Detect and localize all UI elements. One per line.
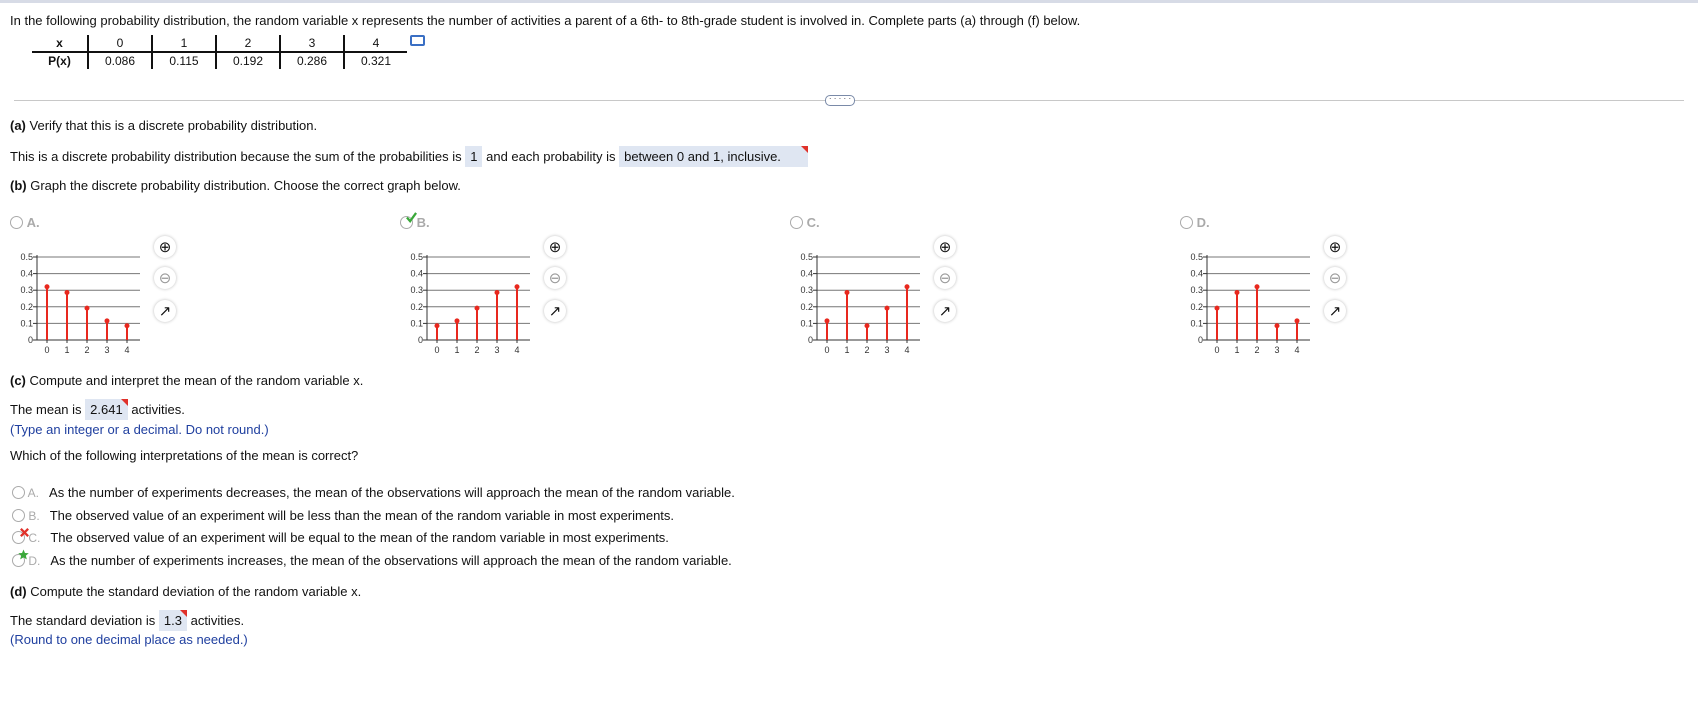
mean-option-a[interactable] (12, 485, 735, 500)
sd-suffix: activities. (190, 613, 245, 628)
y-tick-label: 0.4 (800, 268, 813, 279)
part-a-heading: Verify that this is a discrete probability distribution. (29, 118, 318, 133)
x-tick-label: 4 (904, 345, 910, 355)
y-tick-label: 0 (807, 335, 813, 345)
option-label: C. (806, 215, 820, 230)
part-b-heading: Graph the discrete probability distribution. Choose the correct graph below. (30, 178, 461, 193)
y-tick-label: 0.1 (800, 318, 813, 329)
x-tick-label: 0 (824, 345, 830, 355)
option-label: A. (27, 486, 40, 500)
option-label: D. (1196, 215, 1210, 230)
mean-option-c[interactable] (12, 530, 669, 545)
x-tick-label: 1 (454, 345, 460, 355)
y-tick-label: 0.5 (1190, 252, 1203, 262)
x-tick-label: 0 (44, 345, 50, 355)
part-d-heading: Compute the standard deviation of the random variable x. (30, 584, 362, 599)
check-icon (406, 212, 417, 223)
y-tick-label: 0.5 (20, 252, 33, 262)
x-tick-label: 4 (1294, 345, 1300, 355)
stem-point (1275, 323, 1280, 328)
y-tick-label: 0.5 (800, 252, 813, 262)
y-tick-label: 0.1 (410, 318, 423, 329)
stem-chart (1170, 238, 1320, 363)
p-cell: 0.086 (88, 52, 152, 69)
x-cell: 3 (280, 35, 344, 52)
radio-button[interactable] (1180, 216, 1193, 229)
mean-question: Which of the following interpretations of the mean is correct? (10, 448, 359, 463)
option-text: As the number of experiments increases, the mean of the observations will approach the mean of the random variable. (50, 553, 732, 569)
stem-chart (780, 238, 930, 363)
stem-point (125, 323, 130, 328)
stem-chart (390, 238, 540, 363)
stem-point (495, 290, 500, 295)
stem-point (865, 323, 870, 328)
stem-point (1235, 290, 1240, 295)
option-label: B. (416, 215, 430, 230)
y-tick-label: 0.4 (1190, 268, 1203, 279)
zoom-out-icon[interactable]: ⊖ (544, 267, 566, 289)
mean-hint: (Type an integer or a decimal. Do not round.) (10, 422, 269, 437)
sd-prefix: The standard deviation is (10, 613, 156, 628)
graph-option-d[interactable] (1180, 215, 1210, 230)
p-cell: 0.286 (280, 52, 344, 69)
y-tick-label: 0 (1197, 335, 1203, 345)
option-label: B. (28, 508, 40, 523)
stem-point (515, 284, 520, 289)
graph-option-b[interactable] (400, 215, 430, 230)
p-cell: 0.115 (152, 52, 216, 69)
zoom-in-icon[interactable]: ⊕ (1324, 236, 1346, 258)
radio-button[interactable] (12, 509, 25, 522)
zoom-out-icon[interactable]: ⊖ (154, 267, 176, 289)
option-label: A. (26, 215, 40, 230)
y-tick-label: 0.4 (410, 268, 423, 279)
x-tick-label: 1 (844, 345, 850, 355)
stem-point (475, 306, 480, 311)
top-border (0, 0, 1698, 3)
mean-prefix: The mean is (10, 402, 82, 417)
y-tick-label: 0.1 (20, 318, 33, 329)
option-label: C. (28, 531, 41, 546)
option-text: The observed value of an experiment will be less than the mean of the random variable in most experiments. (49, 507, 675, 523)
part-a-text2: and each probability is (486, 149, 616, 164)
stem-point (1295, 318, 1300, 323)
option-text: The observed value of an experiment will be equal to the mean of the random variable in most experiments. (50, 530, 669, 546)
y-tick-label: 0.4 (20, 268, 33, 279)
p-cell: 0.321 (344, 52, 407, 69)
x-tick-label: 0 (434, 345, 440, 355)
more-button[interactable]: · · · · · (825, 95, 855, 106)
stem-point (825, 318, 830, 323)
y-tick-label: 0.5 (410, 252, 423, 262)
x-cell: 2 (216, 35, 280, 52)
zoom-in-icon[interactable]: ⊕ (154, 236, 176, 258)
p-header: P(x) (48, 54, 71, 68)
stem-point (1255, 284, 1260, 289)
x-tick-label: 4 (124, 345, 130, 355)
y-tick-label: 0.2 (410, 301, 423, 312)
part-a-tag: (a) (10, 118, 26, 133)
part-b-tag: (b) (10, 178, 27, 193)
graph-option-a[interactable] (10, 215, 40, 230)
y-tick-label: 0.3 (800, 285, 813, 296)
open-new-window-icon[interactable]: ↗ (154, 300, 176, 322)
incorrect-x-icon (19, 527, 30, 538)
distribution-table (32, 35, 407, 69)
part-c-heading: Compute and interpret the mean of the random variable x. (29, 373, 364, 388)
x-tick-label: 3 (494, 345, 500, 355)
mean-suffix: activities. (131, 402, 185, 417)
zoom-out-icon[interactable]: ⊖ (1324, 267, 1346, 289)
x-cell: 0 (88, 35, 152, 52)
x-tick-label: 1 (1234, 345, 1240, 355)
x-tick-label: 4 (514, 345, 520, 355)
x-tick-label: 2 (474, 345, 480, 355)
x-tick-label: 3 (884, 345, 890, 355)
x-tick-label: 0 (1214, 345, 1220, 355)
option-label: D. (28, 554, 41, 569)
stem-point (455, 318, 460, 323)
x-tick-label: 3 (1274, 345, 1280, 355)
y-tick-label: 0 (27, 335, 33, 345)
zoom-in-icon[interactable]: ⊕ (544, 236, 566, 258)
x-tick-label: 2 (864, 345, 870, 355)
stem-point (45, 284, 50, 289)
x-cell: 4 (344, 35, 407, 52)
correct-star-icon (18, 549, 29, 560)
x-cell: 1 (152, 35, 216, 52)
graph-option-c[interactable] (790, 215, 820, 230)
y-tick-label: 0.2 (1190, 301, 1203, 312)
y-tick-label: 0.1 (1190, 318, 1203, 329)
zoom-out-icon[interactable]: ⊖ (934, 267, 956, 289)
x-tick-label: 3 (104, 345, 110, 355)
part-d-tag: (d) (10, 584, 27, 599)
x-tick-label: 2 (1254, 345, 1260, 355)
part-c-tag: (c) (10, 373, 26, 388)
radio-button[interactable] (12, 486, 25, 499)
stem-point (905, 284, 910, 289)
stem-point (435, 323, 440, 328)
y-tick-label: 0.2 (20, 301, 33, 312)
y-tick-label: 0.3 (20, 285, 33, 296)
sum-answer[interactable]: 1 (465, 146, 482, 167)
x-tick-label: 1 (64, 345, 70, 355)
x-tick-label: 2 (84, 345, 90, 355)
sd-hint: (Round to one decimal place as needed.) (10, 632, 248, 647)
zoom-in-icon[interactable]: ⊕ (934, 236, 956, 258)
stem-point (1215, 306, 1220, 311)
open-new-window-icon[interactable]: ↗ (1324, 300, 1346, 322)
radio-button[interactable] (790, 216, 803, 229)
mean-option-d[interactable] (12, 553, 732, 568)
stem-point (65, 290, 70, 295)
y-tick-label: 0.3 (410, 285, 423, 296)
sd-answer[interactable]: 1.3 (159, 610, 187, 631)
y-tick-label: 0.2 (800, 301, 813, 312)
stem-point (105, 318, 110, 323)
p-cell: 0.192 (216, 52, 280, 69)
open-new-window-icon[interactable]: ↗ (934, 300, 956, 322)
mean-answer[interactable]: 2.641 (85, 399, 128, 420)
stem-point (885, 306, 890, 311)
stem-chart (0, 238, 150, 363)
part-a-text: This is a discrete probability distribution because the sum of the probabilities is (10, 149, 462, 164)
y-tick-label: 0.3 (1190, 285, 1203, 296)
radio-button[interactable] (10, 216, 23, 229)
range-answer[interactable]: between 0 and 1, inclusive. (619, 146, 808, 167)
x-header: x (32, 35, 88, 52)
stem-point (845, 290, 850, 295)
copy-table-icon[interactable] (410, 35, 425, 46)
question-intro: In the following probability distribution, the random variable x represents the number of activities a parent of a 6th- to 8th-grade student is involved in. Complete parts (a) through (f) below. (10, 13, 1081, 28)
mean-option-b[interactable] (12, 508, 674, 523)
open-new-window-icon[interactable]: ↗ (544, 300, 566, 322)
stem-point (85, 306, 90, 311)
y-tick-label: 0 (417, 335, 423, 345)
option-text: As the number of experiments decreases, the mean of the observations will approach the mean of the random variable. (49, 485, 735, 500)
